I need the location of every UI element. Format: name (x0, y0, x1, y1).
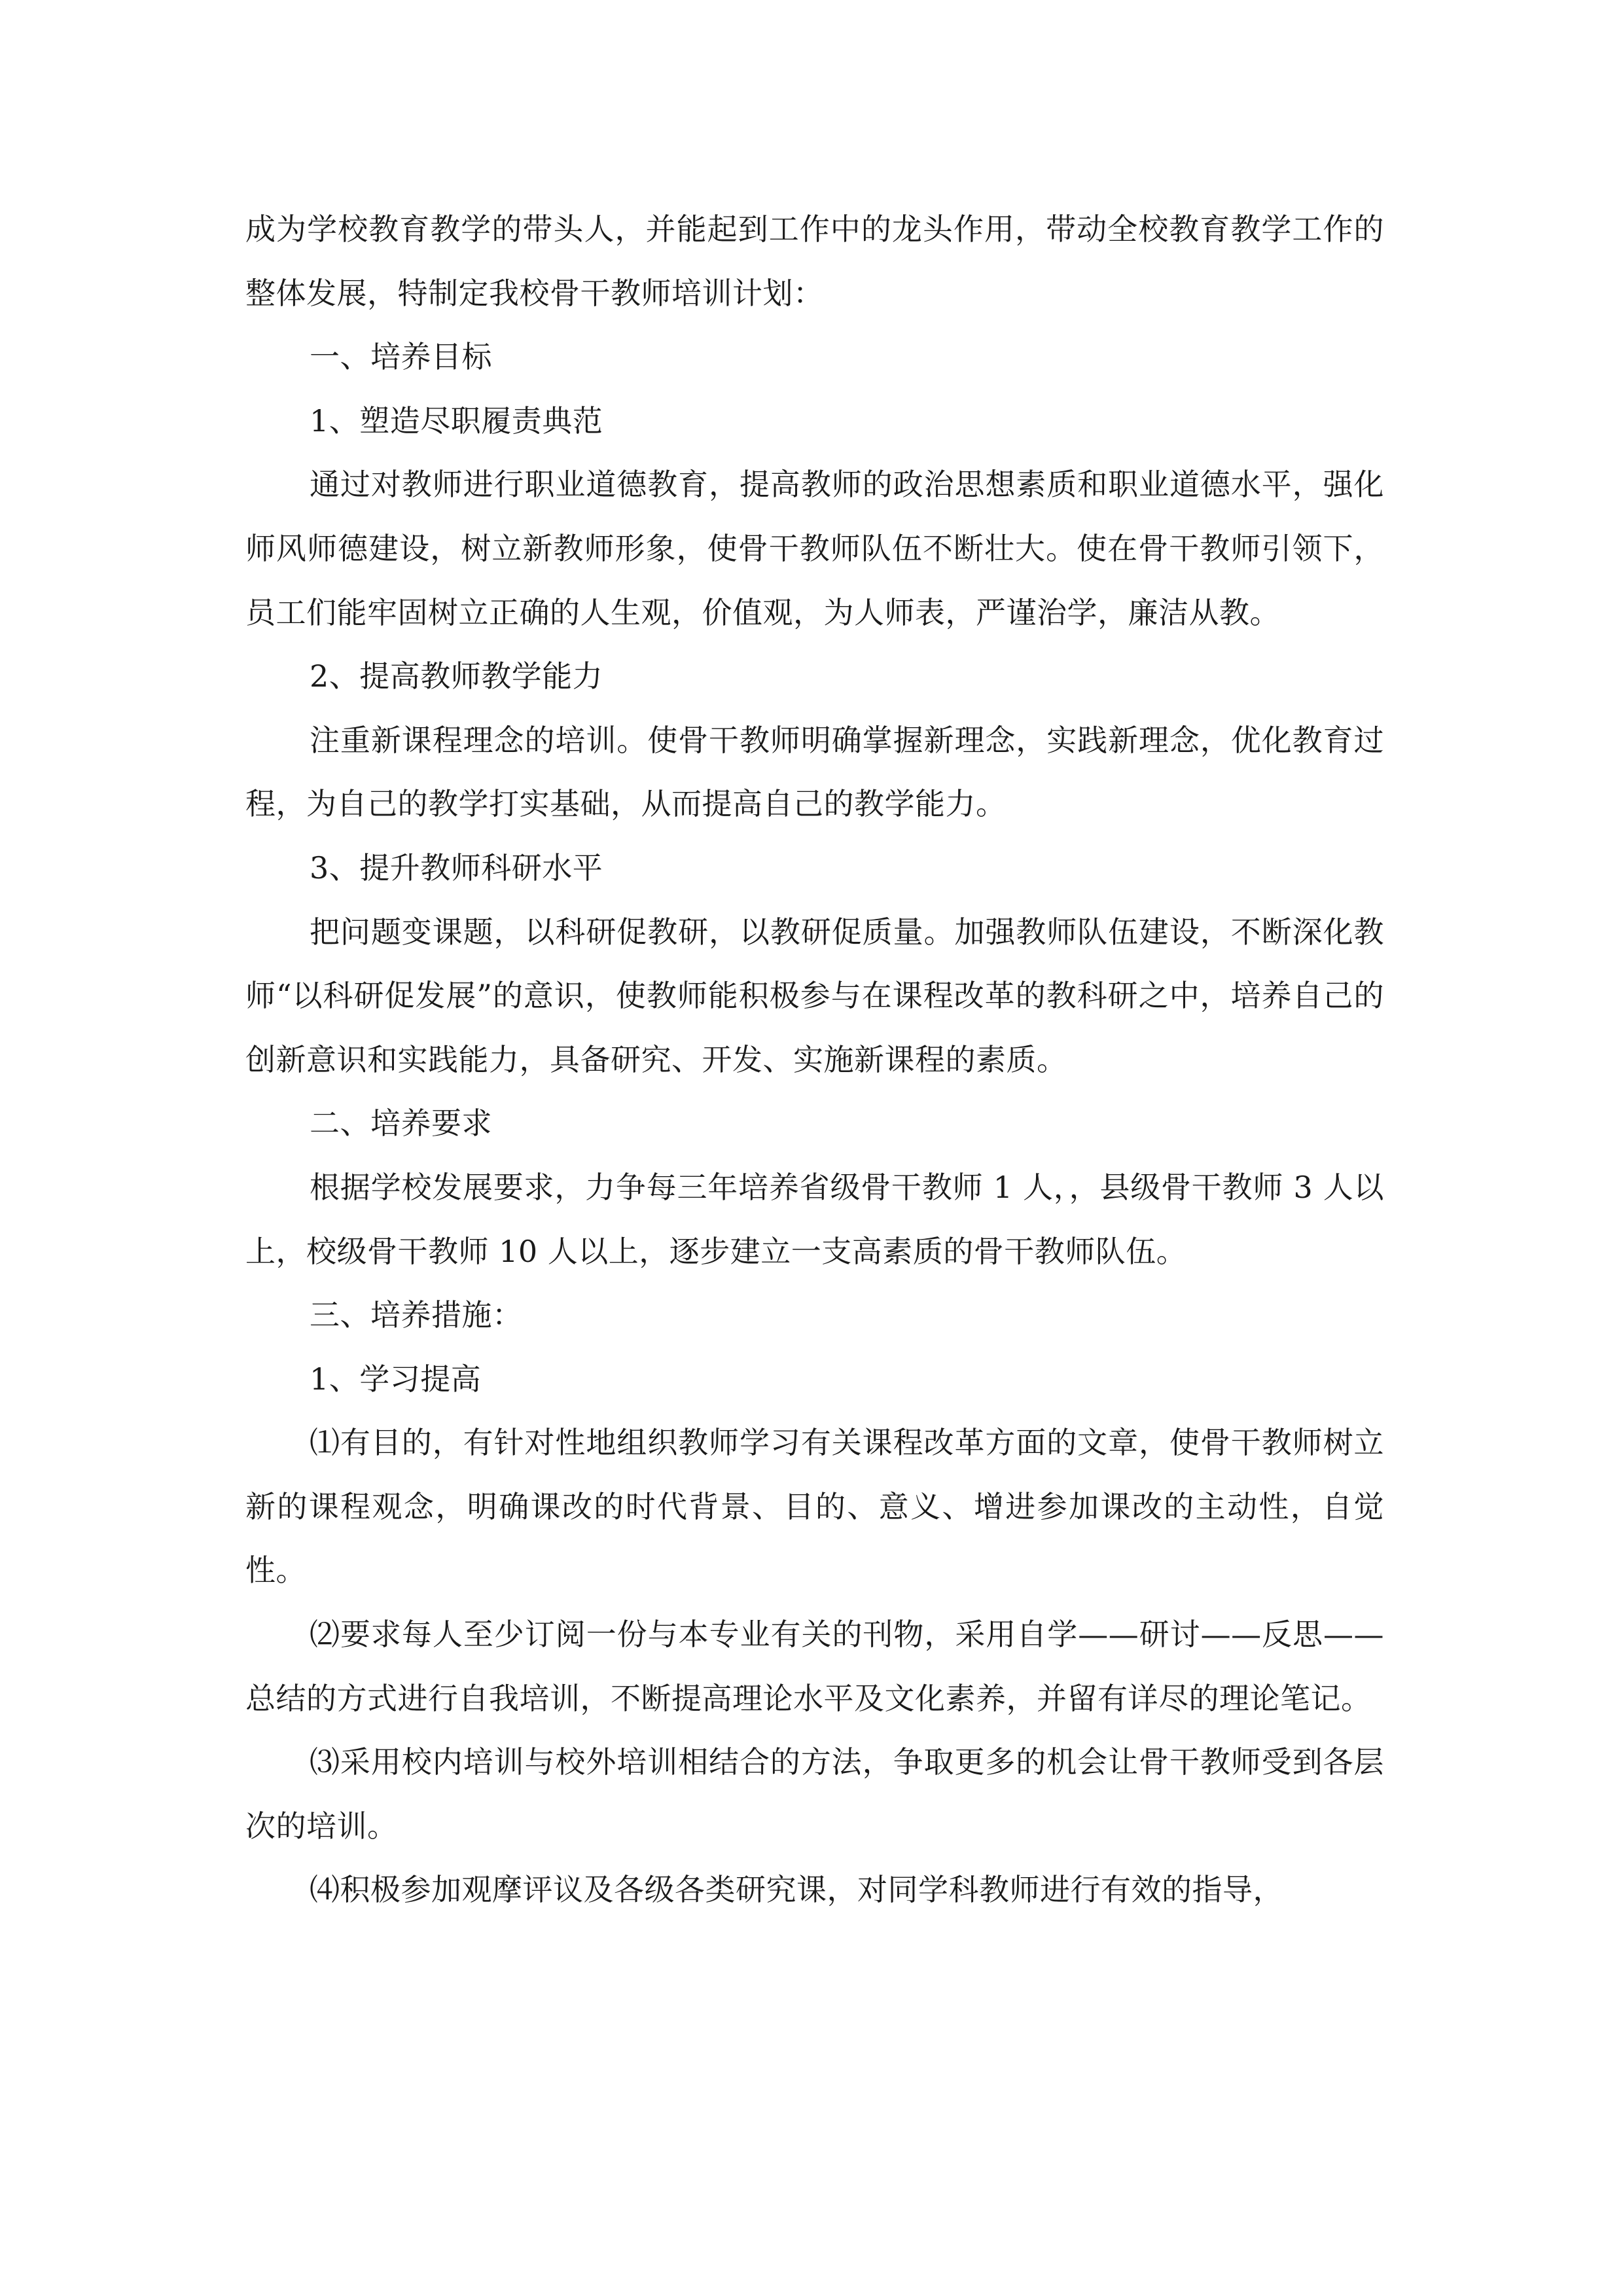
subheading-study-improve: 1、学习提高 (310, 1361, 482, 1397)
paragraph-requirements: 根据学校发展要求，力争每三年培养省级骨干教师 1 人，，县级骨干教师 3 人以上，校级骨干教师 10 人以上，逐步建立一支高素质的骨干教师队伍。 (245, 1169, 1384, 1269)
subheading-teaching-ability: 2、提高教师教学能力 (310, 658, 603, 694)
paragraph-measure-1: ⑴有目的，有针对性地组织教师学习有关课程改革方面的文章，使骨干教师树立新的课程观念，明确课改的时代背景、目的、意义、增进参加课改的主动性，自觉性。 (245, 1425, 1384, 1588)
paragraph-measure-4: ⑷积极参加观摩评议及各级各类研究课，对同学科教师进行有效的指导， (310, 1872, 1283, 1908)
paragraph-measure-3: ⑶采用校内培训与校外培训相结合的方法，争取更多的机会让骨干教师受到各层次的培训。 (245, 1744, 1384, 1844)
subheading-research-level: 3、提升教师科研水平 (310, 850, 603, 886)
paragraph-ethics-education: 通过对教师进行职业道德教育，提高教师的政治思想素质和职业道德水平，强化师风师德建设，树立新教师形象，使骨干教师队伍不断壮大。使在骨干教师引领下，员工们能牢固树立正确的人生观，价值观，为人师表，严谨治学，廉洁从教。 (245, 467, 1384, 630)
subheading-duty-model: 1、塑造尽职履责典范 (310, 403, 603, 439)
paragraph-intro-continuation: 成为学校教育教学的带头人，并能起到工作中的龙头作用，带动全校教育教学工作的整体发展，特制定我校骨干教师培训计划： (245, 211, 1384, 311)
paragraph-research-promotion: 把问题变课题，以科研促教研，以教研促质量。加强教师队伍建设，不断深化教师“以科研促发展”的意识，使教师能积极参与在课程改革的教科研之中，培养自己的创新意识和实践能力，具备研究、开发、实施新课程的素质。 (245, 914, 1384, 1077)
section-heading-goals: 一、培养目标 (310, 339, 492, 375)
section-heading-requirements: 二、培养要求 (310, 1105, 492, 1141)
paragraph-measure-2: ⑵要求每人至少订阅一份与本专业有关的刊物，采用自学——研讨——反思——总结的方式进行自我培训，不断提高理论水平及文化素养，并留有详尽的理论笔记。 (245, 1617, 1384, 1716)
paragraph-curriculum-training: 注重新课程理念的培训。使骨干教师明确掌握新理念，实践新理念，优化教育过程，为自己的教学打实基础，从而提高自己的教学能力。 (245, 722, 1384, 822)
document-body (245, 198, 1384, 1922)
section-heading-measures: 三、培养措施： (310, 1297, 523, 1333)
